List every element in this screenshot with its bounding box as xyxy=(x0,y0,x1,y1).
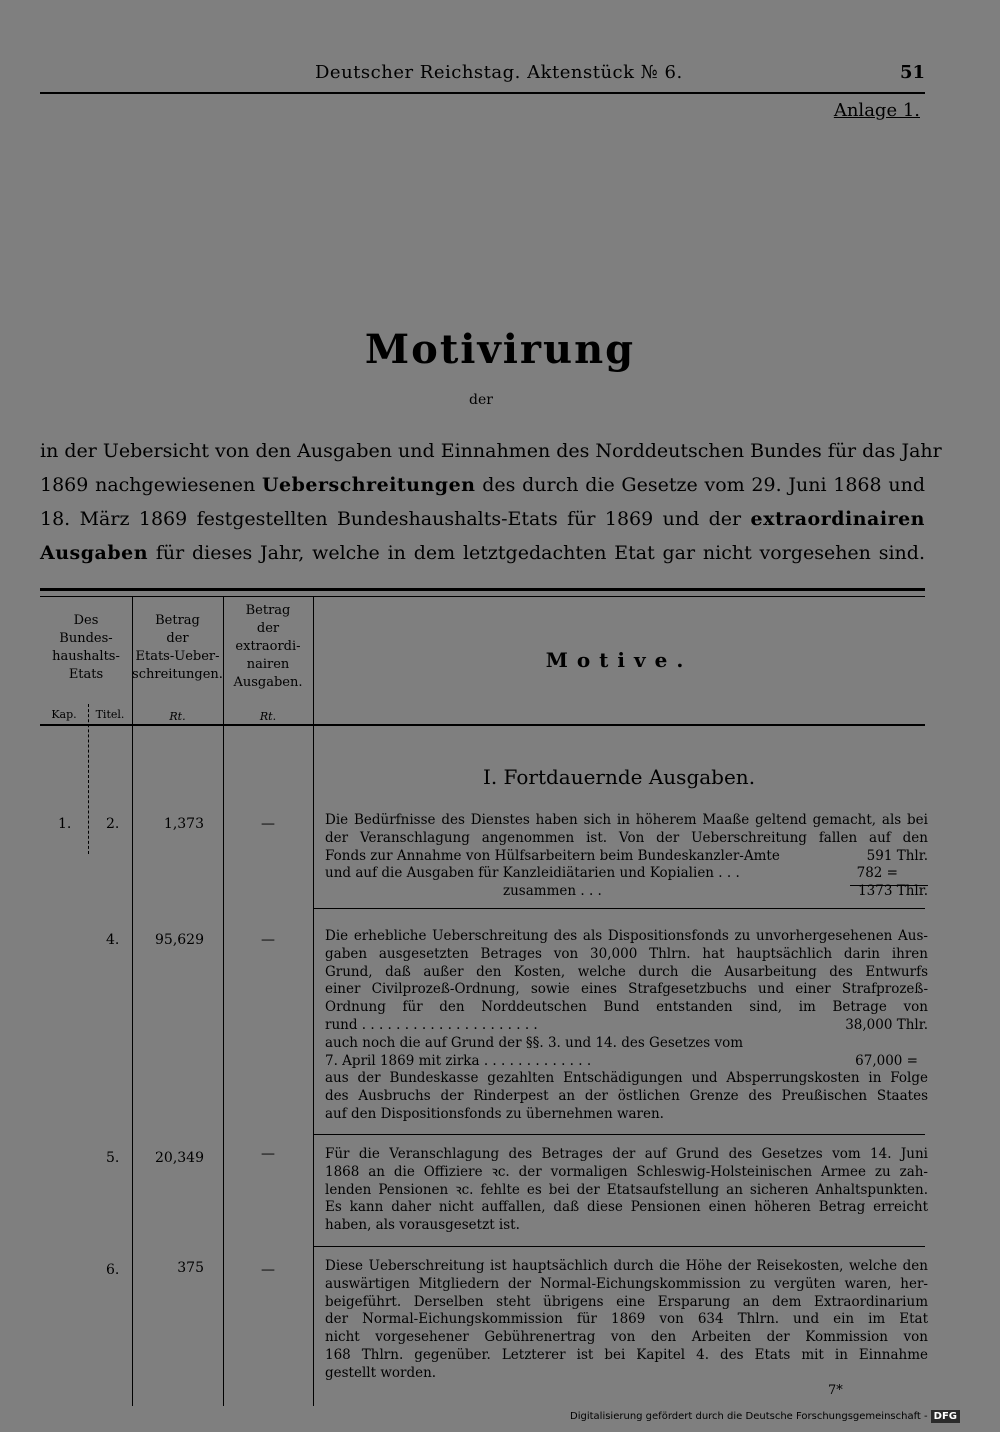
unit-label: Rt. xyxy=(259,710,277,723)
digitization-credit: Digitalisierung gefördert durch die Deutsche Forschungsgemeinschaft - DFG xyxy=(570,1410,960,1423)
motive-text: Für die Veranschlagung des Betrages der auf Grund des Gesetzes vom 14. Juni 1868 an die Offiziere ꝛc. der vormaligen Schleswig-Holsteinischen Armee zu zah- lenden Pensionen ꝛc. fehlte es bei der Etatsaufstellung an sicheren Anhaltspunkten. Es kann daher nicht auffallen, daß diese Pensionen einen höheren Betrag erreicht haben, als vorausgesetzt ist. xyxy=(325,1146,928,1234)
betrag-cell: 1,373 xyxy=(163,816,204,832)
row-rule xyxy=(313,1246,925,1247)
title-connector: der xyxy=(469,392,493,408)
page-number: 51 xyxy=(899,62,925,83)
intro-emphasis: extraordinairen xyxy=(750,508,925,530)
row-rule xyxy=(313,1134,925,1135)
running-header xyxy=(40,62,925,92)
extra-cell: — xyxy=(261,1262,275,1278)
motive-heading: Motive. xyxy=(545,648,693,672)
intro-line: 18. März 1869 festgestellten Bundeshaushalts-Etats für 1869 und der extraordinairen xyxy=(40,508,925,530)
titel-cell: 4. xyxy=(106,932,120,948)
betrag-cell: 375 xyxy=(177,1260,204,1276)
intro-line: in der Uebersicht von den Ausgaben und Einnahmen des Norddeutschen Bundes für das Jahr xyxy=(40,440,942,462)
table-header-rule xyxy=(40,724,925,726)
unit-label: Rt. xyxy=(169,710,186,723)
motive-text: Die Bedürfnisse des Dienstes haben sich in höherem Maaße geltend gemacht, als bei der Veranschlagung angenommen ist. Von der Ueberschreitung fallen auf den Fonds zur Annahme von Hülfsarbeitern beim Bundeskanzler-Amte 591 Thlr. und auf die Ausgaben für Kanzleidiätarien und Kopialien . . . 782 = zusammen . . . 1373 Thlr. xyxy=(325,812,928,900)
signature-mark: 7* xyxy=(828,1383,843,1398)
kap-cell: 1. xyxy=(58,816,72,832)
extra-cell: — xyxy=(261,1146,275,1162)
dfg-logo: DFG xyxy=(931,1410,960,1423)
intro-line: Ausgaben für dieses Jahr, welche in dem letztgedachten Etat gar nicht vorgesehen sind. xyxy=(40,542,925,564)
intro-paragraph xyxy=(40,434,942,570)
betrag-cell: 20,349 xyxy=(155,1150,204,1166)
titel-label: Titel. xyxy=(95,708,125,721)
titel-cell: 5. xyxy=(106,1150,120,1166)
betrag-cell: 95,629 xyxy=(155,932,204,948)
header-extraordinair: Betrag der extraordi- nairen Ausgaben. xyxy=(233,603,303,690)
intro-emphasis: Ausgaben xyxy=(40,542,149,564)
titel-cell: 2. xyxy=(106,816,120,832)
extra-cell: — xyxy=(261,816,275,832)
motive-text: Die erhebliche Ueberschreitung des als Dispositionsfonds zu unvorhergesehenen Aus- gaben ausgesetzten Betrages von 30,000 Thlrn. hat hauptsächlich darin ihren Grund, daß außer den Kosten, welche durch die Ausarbeitung des Entwurfs einer Civilprozeß-Ordnung, sowie eines Strafgesetzbuchs und einer Strafprozeß- Ordnung für den Norddeutschen Bund entstanden sind, im Betrage von rund . . . . . . . . . . . . . . . . . . . . . 38,000 Thlr. auch noch die auf Grund der §§. 3. und 14. des Gesetzes vom 7. April 1869 mit zirka . . . . . . . . . . . . . 67,000 = aus der Bundeskasse gezahlten Entschädigungen und Absperrungskosten in Folge des Ausbruchs der Rinderpest an der östlichen Grenze des Preußischen Staates auf den Dispositionsfonds zu übernehmen waren. xyxy=(325,928,928,1122)
extra-cell: — xyxy=(261,932,275,948)
header-rule xyxy=(40,92,925,94)
row-rule xyxy=(313,908,925,909)
header-ueberschreitungen: Betrag der Etats-Ueber- schreitungen. xyxy=(132,613,223,682)
header-bundes-etats: Des Bundes- haushalts- Etats xyxy=(52,613,120,682)
main-title: Motivirung xyxy=(364,326,636,373)
section-title: I. Fortdauernde Ausgaben. xyxy=(482,765,756,789)
annex-label: Anlage 1. xyxy=(833,100,920,121)
intro-emphasis: Ueberschreitungen xyxy=(261,474,476,496)
header-title: Deutscher Reichstag. Aktenstück № 6. xyxy=(315,62,683,83)
column-divider xyxy=(313,596,314,1406)
motive-text: Diese Ueberschreitung ist hauptsächlich durch die Höhe der Reisekosten, welche den auswärtigen Mitgliedern der Normal-Eichungskommission zu vergüten waren, her- beigeführt. Derselben steht übrigens eine Ersparung an dem Extraordinarium der Normal-Eichungskommission für 1869 von 634 Thlrn. und ein im Etat nicht vorgesehener Gebührenertrag von den Arbeiten der Kommission von 168 Thlrn. gegenüber. Letzterer ist bei Kapitel 4. des Etats mit in Einnahme gestellt worden. xyxy=(325,1258,928,1381)
titel-cell: 6. xyxy=(106,1262,120,1278)
kap-label: Kap. xyxy=(51,708,77,721)
kap-titel-divider xyxy=(88,704,89,854)
intro-line: 1869 nachgewiesenen Ueberschreitungen des durch die Gesetze vom 29. Juni 1868 und xyxy=(40,474,925,496)
table-top-rule xyxy=(40,596,925,597)
intro-rule xyxy=(40,588,925,591)
